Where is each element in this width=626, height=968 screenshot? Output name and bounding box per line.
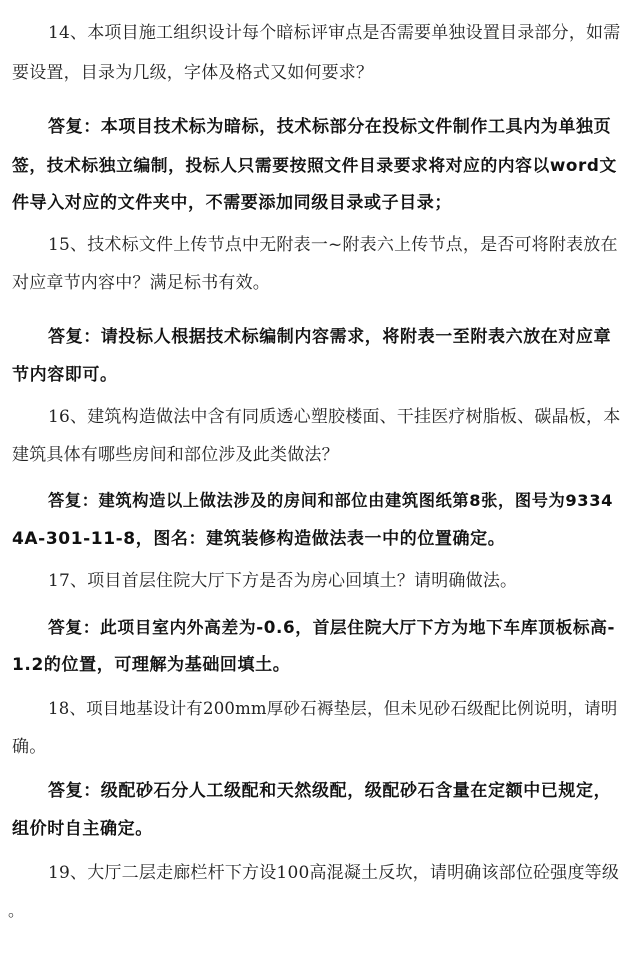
question-18-line-1: 18、项目地基设计有200mm厚砂石褥垫层，但未见砂石级配比例说明，请明 — [48, 699, 618, 718]
answer-16-line-2: 4A-301-11-8，图名：建筑装修构造做法表一中的位置确定。 — [12, 529, 506, 549]
question-19-line-1: 19、大厅二层走廊栏杆下方设100高混凝土反坎，请明确该部位砼强度等级 — [48, 863, 620, 883]
answer-17-line-2: 1.2的位置，可理解为基础回填土。 — [12, 655, 291, 675]
answer-16-line-1: 答复：建筑构造以上做法涉及的房间和部位由建筑图纸第8张，图号为9334 — [48, 491, 614, 510]
answer-15-line-2: 节内容即可。 — [12, 365, 118, 385]
question-14-line-1: 14、本项目施工组织设计每个暗标评审点是否需要单独设置目录部分，如需 — [48, 23, 621, 43]
answer-18-line-1: 答复：级配砂石分人工级配和天然级配，级配砂石含量在定额中已规定， — [48, 781, 612, 801]
question-18-line-2: 确。 — [12, 737, 47, 757]
answer-14-line-2: 签，技术标独立编制，投标人只需要按照文件目录要求将对应的内容以word文 — [12, 155, 617, 175]
question-19-line-2: 。 — [8, 901, 25, 920]
question-15-line-1: 15、技术标文件上传节点中无附表一~附表六上传节点，是否可将附表放在 — [48, 235, 618, 255]
answer-17-line-1: 答复：此项目室内外高差为-0.6，首层住院大厅下方为地下车库顶板标高- — [48, 617, 616, 637]
question-16-line-1: 16、建筑构造做法中含有同质透心塑胶楼面、干挂医疗树脂板、碳晶板，本 — [48, 407, 621, 427]
question-15-line-2: 对应章节内容中？满足标书有效。 — [12, 273, 270, 293]
answer-15-line-1: 答复：请投标人根据技术标编制内容需求，将附表一至附表六放在对应章 — [48, 327, 612, 347]
question-14-line-2: 要设置，目录为几级，字体及格式又如何要求？ — [12, 63, 374, 83]
question-17-line-1: 17、项目首层住院大厅下方是否为房心回填土？请明确做法。 — [48, 571, 518, 591]
answer-14-line-1: 答复：本项目技术标为暗标，技术标部分在投标文件制作工具内为单独页 — [48, 117, 612, 137]
question-16-line-2: 建筑具体有哪些房间和部位涉及此类做法？ — [12, 445, 339, 465]
answer-14-line-3: 件导入对应的文件夹中，不需要添加同级目录或子目录； — [12, 193, 452, 213]
answer-18-line-2: 组价时自主确定。 — [12, 819, 153, 839]
